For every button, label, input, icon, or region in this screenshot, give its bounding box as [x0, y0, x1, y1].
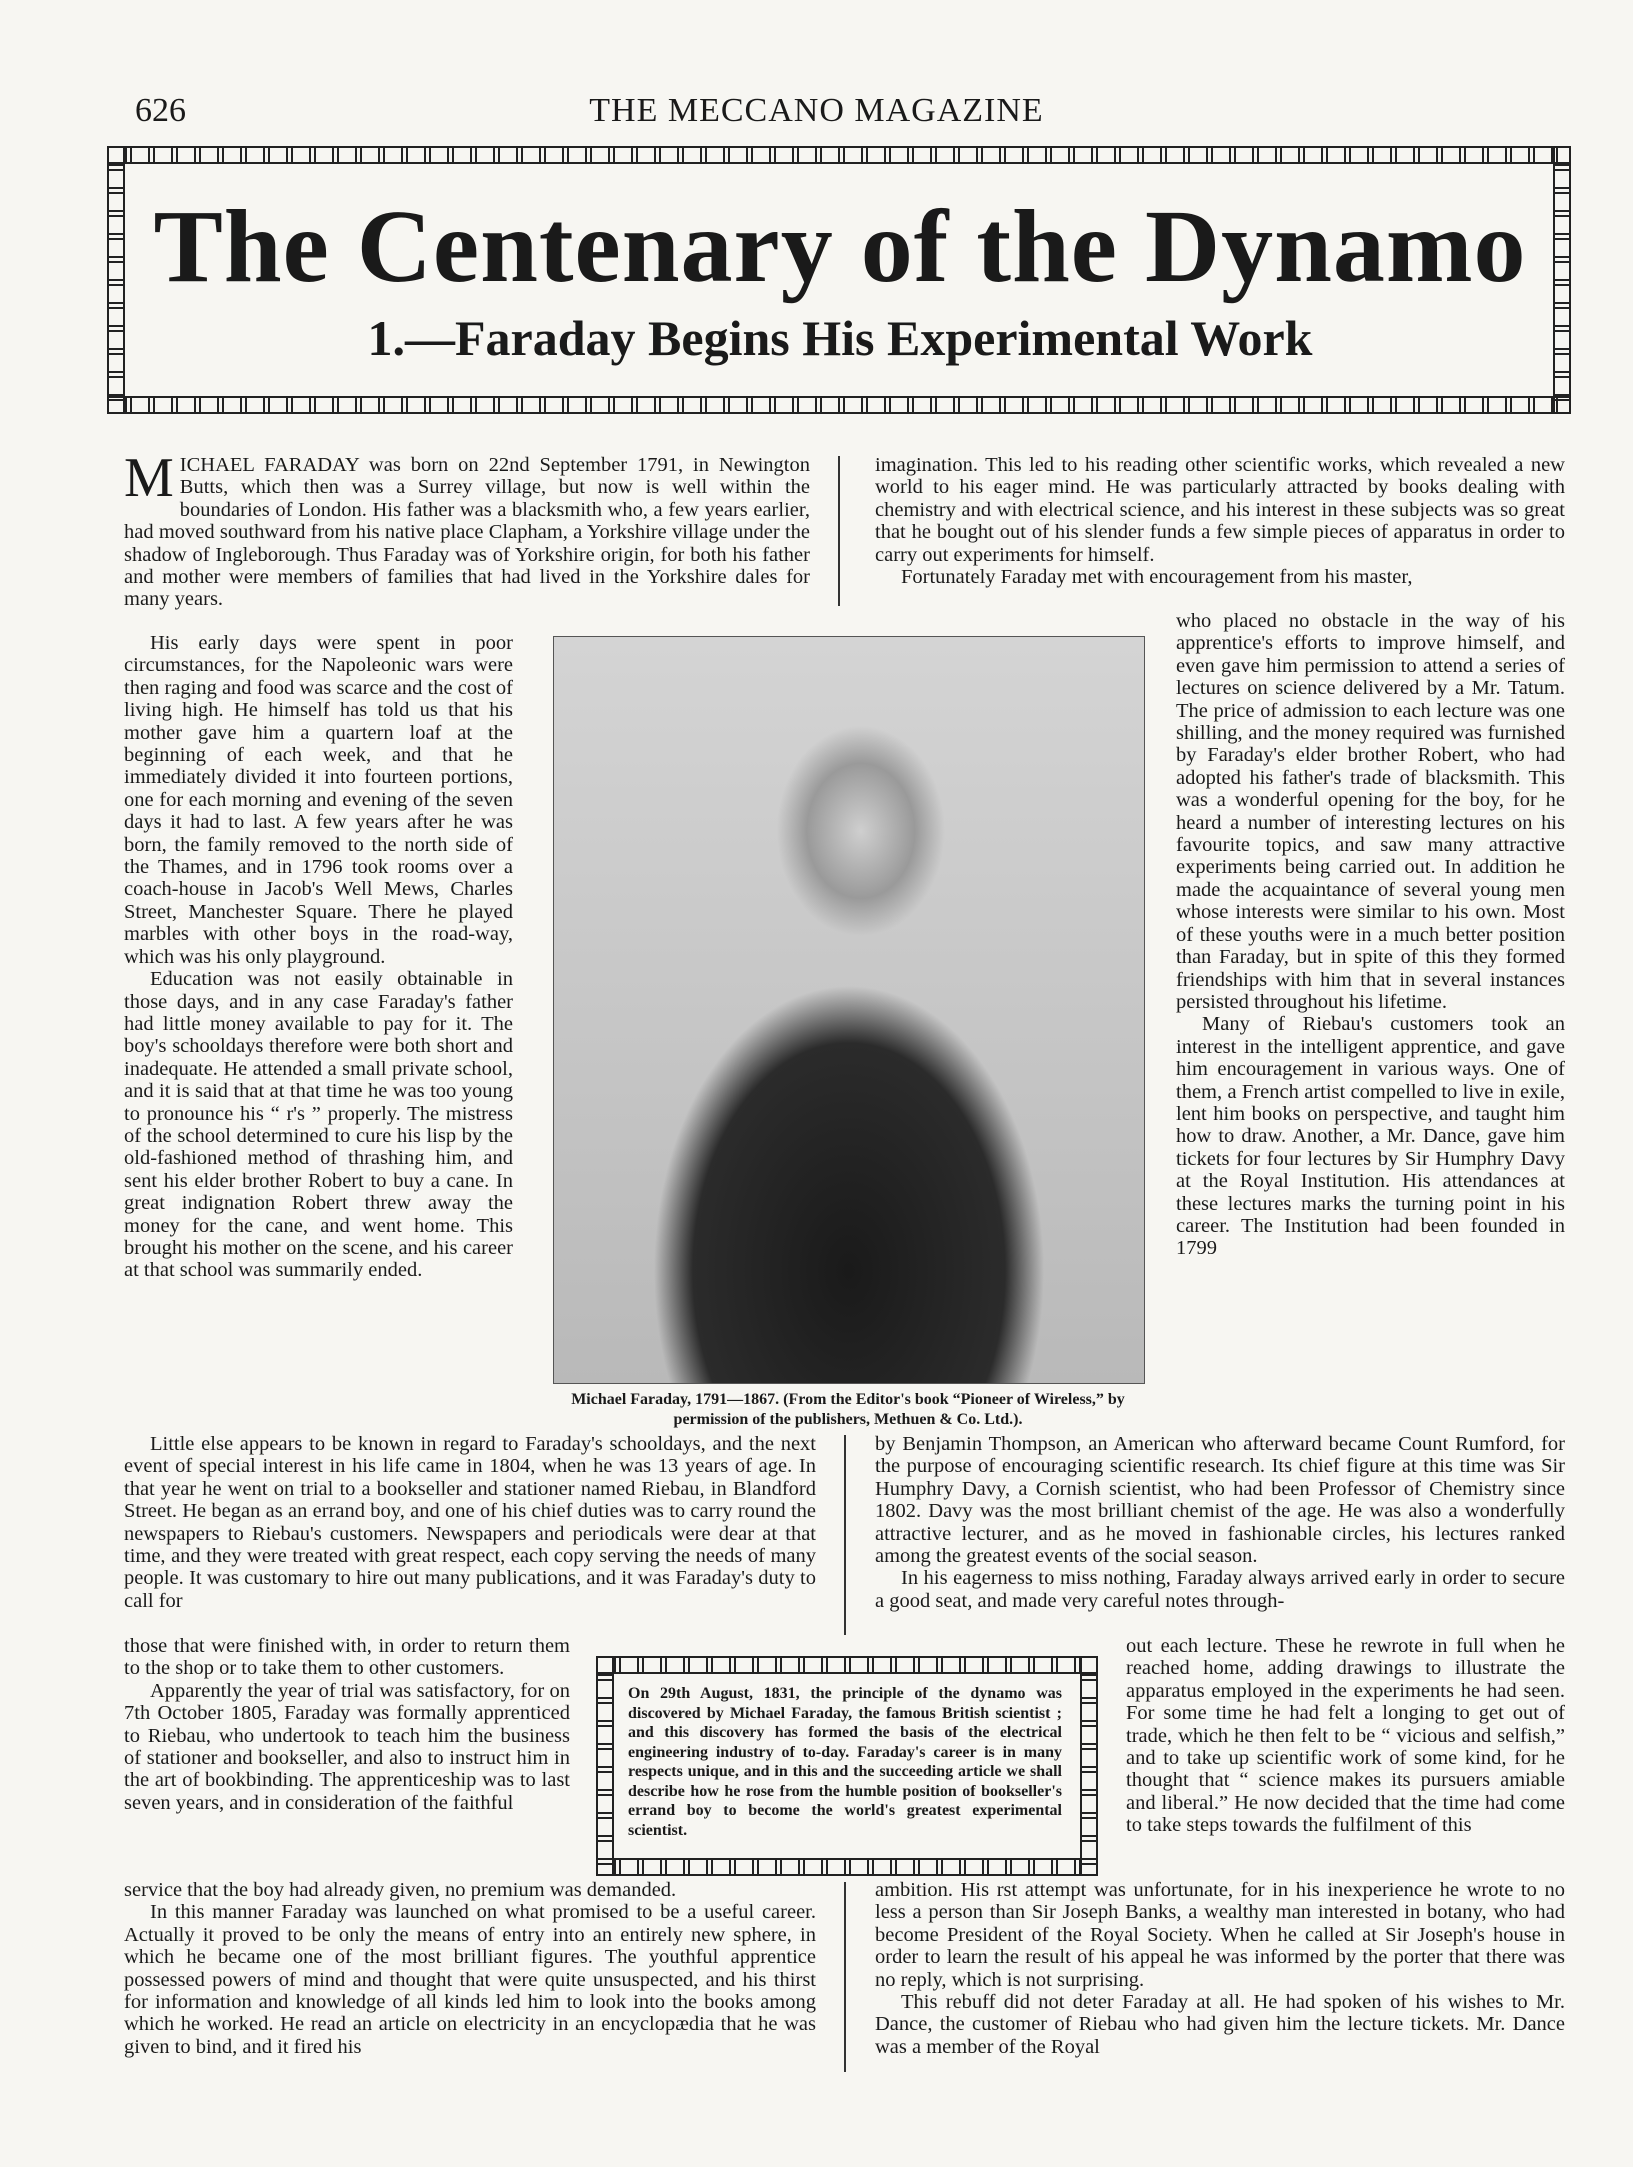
- inset-border-bottom: [596, 1858, 1098, 1876]
- portrait-caption: Michael Faraday, 1791—1867. (From the Editor's book “Pioneer of Wireless,” by permission of the publishers, Methuen & Co. Ltd.).: [571, 1391, 1125, 1428]
- paragraph: Apparently the year of trial was satisfactory, for on 7th October 1805, Faraday was formally apprenticed to Riebau, who undertook to teach him the business of stationer and bookseller, and also to instruct him in the art of bookbinding. The apprenticeship was to last seven years, and in consideration of the faithful: [124, 1679, 570, 1814]
- paragraph: In this manner Faraday was launched on what promised to be a useful career. Actually it proved to be only the means of entry into an entirely new sphere, in which he became one of the most brilliant figures. The youthful apprentice possessed powers of mind and thought that were quite unsuspected, and his thirst for information and knowledge of all kinds led him to look into the books among which he worked. He read an article on electricity in an encyclopædia that he was given to bind, and it fired his: [124, 1901, 816, 2058]
- column-rule: [844, 1435, 846, 1635]
- magazine-title: THE MECCANO MAGAZINE: [589, 92, 1044, 129]
- paragraph: ambition. His rst attempt was unfortunate, for in his inexperience he wrote to no less a person than Sir Joseph Banks, a wealthy man interested in botany, who had become President of the Royal Society. When he called at Sir Joseph's house in order to learn the result of his appeal he was informed by the porter that there was no reply, which is not surprising.: [875, 1879, 1565, 1991]
- page-number: 626: [135, 92, 186, 129]
- text-left-bottom: [124, 1879, 816, 2058]
- paragraph: Many of Riebau's customers took an interest in the intelligent apprentice, and gave him encouragement in various ways. One of them, a French artist compelled to live in exile, lent him books on perspective, and taught him how to draw. Another, a Mr. Dance, gave him tickets for four lectures by Sir Humphry Davy at the Royal Institution. His attendances at these lectures marks the turning point in his career. The Institution had been founded in 1799: [1176, 1013, 1565, 1260]
- text-right-top: [875, 454, 1565, 588]
- text-right-mid: [875, 1433, 1565, 1612]
- paragraph: imagination. This led to his reading other scientific works, which revealed a new world to his eager mind. He was particularly attracted by books dealing with chemistry and with electrical science, and his interest in these subjects was so great that he bought out of his slender funds a few simple pieces of apparatus in order to carry out experiments for himself.: [875, 454, 1565, 566]
- inset-border-right: [1080, 1656, 1098, 1876]
- paragraph: those that were finished with, in order to return them to the shop or to take them to other customers.: [124, 1635, 570, 1680]
- inset-border-left: [596, 1656, 614, 1876]
- article-subtitle: 1.—Faraday Begins His Experimental Work: [367, 310, 1313, 366]
- title-border-left: [107, 146, 125, 414]
- paragraph: by Benjamin Thompson, an American who afterward became Count Rumford, for the purpose of encouraging scientific research. Its chief figure at this time was Sir Humphry Davy, a Cornish scientist, who had been Professor of Chemistry since 1802. Davy was the most brilliant chemist of the age. He was also a wonderfully attractive lecturer, and as he moved in fashionable circles, his lectures ranked among the greatest events of the social season.: [875, 1433, 1565, 1568]
- paragraph: Education was not easily obtainable in those days, and in any case Faraday's father had little money available to pay for it. The boy's schooldays therefore were both short and inadequate. He attended a small private school, and it is said that at that time he was too young to pronounce his “ r's ” properly. The mistress of the school determined to cure his lisp by the old-fashioned method of thrashing him, and sent his elder brother Robert to buy a cane. In great indignation Robert threw away the money for the cane, and went home. This brought his mother on the scene, and his career at that school was summarily ended.: [124, 968, 513, 1282]
- paragraph: service that the boy had already given, no premium was demanded.: [124, 1879, 677, 1901]
- title-border-top: [107, 146, 1571, 164]
- title-border-bottom: [107, 396, 1571, 414]
- text-right-bottom: [875, 1879, 1565, 2058]
- text-left-inset-side: [124, 1635, 570, 1814]
- drop-cap: M: [124, 447, 174, 509]
- text-right-inset-side: [1126, 1635, 1565, 1837]
- paragraph: ICHAEL FARADAY was born on 22nd September 1791, in Newington Butts, which then was a Surrey village, but now is well within the boundaries of London. His father was a blacksmith who, a few years earlier, had moved southward from his native place Clapham, a Yorkshire village under the shadow of Ingleborough. Thus Faraday was of Yorkshire origin, for both his father and mother were members of families that had lived in the Yorkshire dales for many years.: [124, 454, 810, 611]
- title-border-right: [1553, 146, 1571, 414]
- paragraph: Fortunately Faraday met with encouragement from his master,: [901, 566, 1413, 589]
- column-rule: [838, 456, 840, 606]
- paragraph: who placed no obstacle in the way of his apprentice's efforts to improve himself, and even gave him permission to attend a series of lectures on science delivered by a Mr. Tatum. The price of admission to each lecture was one shilling, and the money required was furnished by Faraday's elder brother Robert, who had adopted his father's trade of blacksmith. This was a wonderful opening for the boy, for he heard a number of interesting lectures on his favourite topics, and saw many attractive experiments being carried out. In addition he made the acquaintance of several young men whose interests were similar to his own. Most of these youths were in a much better position than Faraday, but in spite of this they formed friendships with him that in several instances persisted throughout his lifetime.: [1176, 610, 1565, 1013]
- column-rule: [844, 1882, 846, 2072]
- paragraph: His early days were spent in poor circumstances, for the Napoleonic wars were then raging and food was scarce and the cost of living high. He himself has told us that his mother gave him a quartern loaf at the beginning of each week, and that he immediately divided it into fourteen portions, one for each morning and evening of the seven days it had to last. A few years after he was born, the family removed to the north side of the Thames, and in 1796 took rooms over a coach-house in Jacob's Well Mews, Charles Street, Manchester Square. There he played marbles with other boys in the road-way, which was his only playground.: [124, 632, 513, 968]
- paragraph: This rebuff did not deter Faraday at all. He had spoken of his wishes to Mr. Dance, the customer of Riebau who had given him the lecture tickets. Mr. Dance was a member of the Royal: [875, 1991, 1565, 2058]
- text-right-narrow: [1176, 610, 1565, 1260]
- text-left-top: [124, 447, 810, 611]
- paragraph: In his eagerness to miss nothing, Faraday always arrived early in order to secure a good seat, and made very careful notes through-: [875, 1567, 1565, 1612]
- inset-border-top: [596, 1656, 1098, 1674]
- paragraph: out each lecture. These he rewrote in full when he reached home, adding drawings to illustrate the apparatus employed in the experiments he had seen. For some time he had felt a longing to get out of trade, which he then felt to be “ vicious and selfish,” and to take up scientific work of some kind, for he thought that “ science makes its pursuers amiable and liberal.” He now decided that the time had come to take steps towards the fulfilment of this: [1126, 1635, 1565, 1837]
- paragraph: Little else appears to be known in regard to Faraday's schooldays, and the next event of special interest in his life came in 1804, when he was 13 years of age. In that year he went on trial to a bookseller and stationer named Riebau, in Blandford Street. He began as an errand boy, and one of his chief duties was to carry round the newspapers to Riebau's customers. Newspapers and periodicals were dear at that time, and they were treated with great respect, each copy serving the needs of many people. It was customary to hire out many publications, and it was Faraday's duty to call for: [124, 1433, 816, 1612]
- inset-summary: On 29th August, 1831, the principle of the dynamo was discovered by Michael Faraday, the famous British scientist ; and this discovery has formed the basis of the electrical engineering industry of to-day. Faraday's career is in many respects unique, and in this and the succeeding article we shall describe how he rose from the humble position of bookseller's errand boy to become the world's greatest experimental scientist.: [628, 1685, 1062, 1839]
- text-left-narrow: [124, 632, 513, 1282]
- text-left-mid: [124, 1433, 816, 1612]
- article-title: The Centenary of the Dynamo: [153, 189, 1527, 304]
- faraday-portrait: [553, 636, 1145, 1384]
